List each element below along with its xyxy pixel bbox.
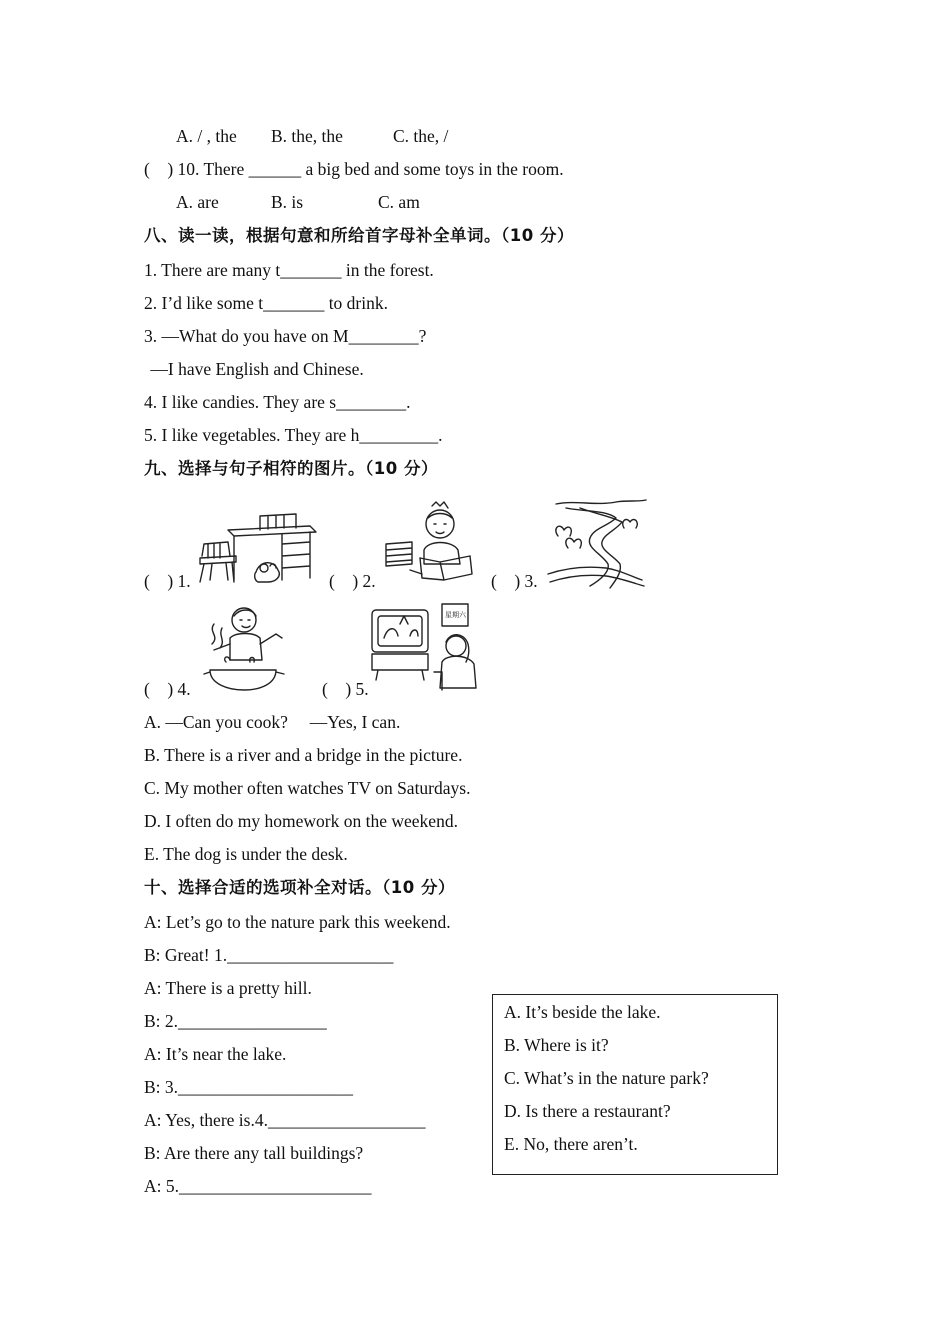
- q10-stem: ( ) 10. There ______ a big bed and some toys in the room.: [144, 159, 564, 179]
- boy-cooking-picture: [200, 604, 292, 696]
- answer-choices-box: [492, 994, 778, 1175]
- dialogue-line-2: B: Great! 1.___________________: [144, 945, 394, 965]
- saturday-sign-text: 星期六: [445, 611, 466, 619]
- dialogue-line-3: A: There is a pretty hill.: [144, 978, 312, 998]
- q9-option-c: C. the, /: [393, 126, 449, 146]
- section8-heading: 八、读一读，根据句意和所给首字母补全单词。（10 分）: [144, 226, 574, 245]
- section8-item-3-answer: —I have English and Chinese.: [146, 359, 364, 379]
- section8-item-1: 1. There are many t_______ in the forest.: [144, 260, 434, 280]
- section9-option-e: E. The dog is under the desk.: [144, 844, 348, 864]
- dog-under-desk-picture: [198, 508, 320, 588]
- section8-item-2: 2. I’d like some t_______ to drink.: [144, 293, 389, 313]
- q9-option-b: B. the, the: [271, 126, 343, 146]
- section8-item-3: 3. —What do you have on M________?: [144, 326, 427, 346]
- dialogue-line-9: A: 5.______________________: [144, 1176, 372, 1196]
- dialogue-line-8: B: Are there any tall buildings?: [144, 1143, 364, 1163]
- section9-option-c: C. My mother often watches TV on Saturdays.: [144, 778, 471, 798]
- picture-label-3: ( ) 3.: [491, 571, 538, 591]
- dialogue-line-1: A: Let’s go to the nature park this weekend.: [144, 912, 451, 932]
- section9-option-a: A. —Can you cook? —Yes, I can.: [144, 712, 401, 732]
- choice-c: C. What’s in the nature park?: [504, 1068, 709, 1088]
- q10-option-a: A. are: [176, 192, 219, 212]
- picture-label-4: ( ) 4.: [144, 679, 191, 699]
- section9-option-d: D. I often do my homework on the weekend.: [144, 811, 458, 831]
- choice-b: B. Where is it?: [504, 1035, 609, 1055]
- dialogue-line-7: A: Yes, there is.4.__________________: [144, 1110, 426, 1130]
- dialogue-line-4: B: 2._________________: [144, 1011, 327, 1031]
- choice-d: D. Is there a restaurant?: [504, 1101, 671, 1121]
- section9-heading: 九、选择与句子相符的图片。（10 分）: [144, 459, 438, 478]
- dialogue-line-5: A: It’s near the lake.: [144, 1044, 287, 1064]
- picture-label-2: ( ) 2.: [329, 571, 376, 591]
- picture-label-1: ( ) 1.: [144, 571, 191, 591]
- dialogue-line-6: B: 3.____________________: [144, 1077, 354, 1097]
- mother-watching-tv-picture: [370, 602, 480, 694]
- section8-item-4: 4. I like candies. They are s________.: [144, 392, 411, 412]
- section8-item-5: 5. I like vegetables. They are h_________.: [144, 425, 443, 445]
- river-bridge-picture: [546, 498, 648, 590]
- q10-option-c: C. am: [378, 192, 420, 212]
- choice-e: E. No, there aren’t.: [504, 1134, 638, 1154]
- section9-option-b: B. There is a river and a bridge in the picture.: [144, 745, 463, 765]
- picture-label-5: ( ) 5.: [322, 679, 369, 699]
- boy-homework-picture: [380, 500, 480, 582]
- section10-heading: 十、选择合适的选项补全对话。（10 分）: [144, 878, 455, 897]
- q9-option-a: A. / , the: [176, 126, 237, 146]
- choice-a: A. It’s beside the lake.: [504, 1002, 661, 1022]
- q10-option-b: B. is: [271, 192, 304, 212]
